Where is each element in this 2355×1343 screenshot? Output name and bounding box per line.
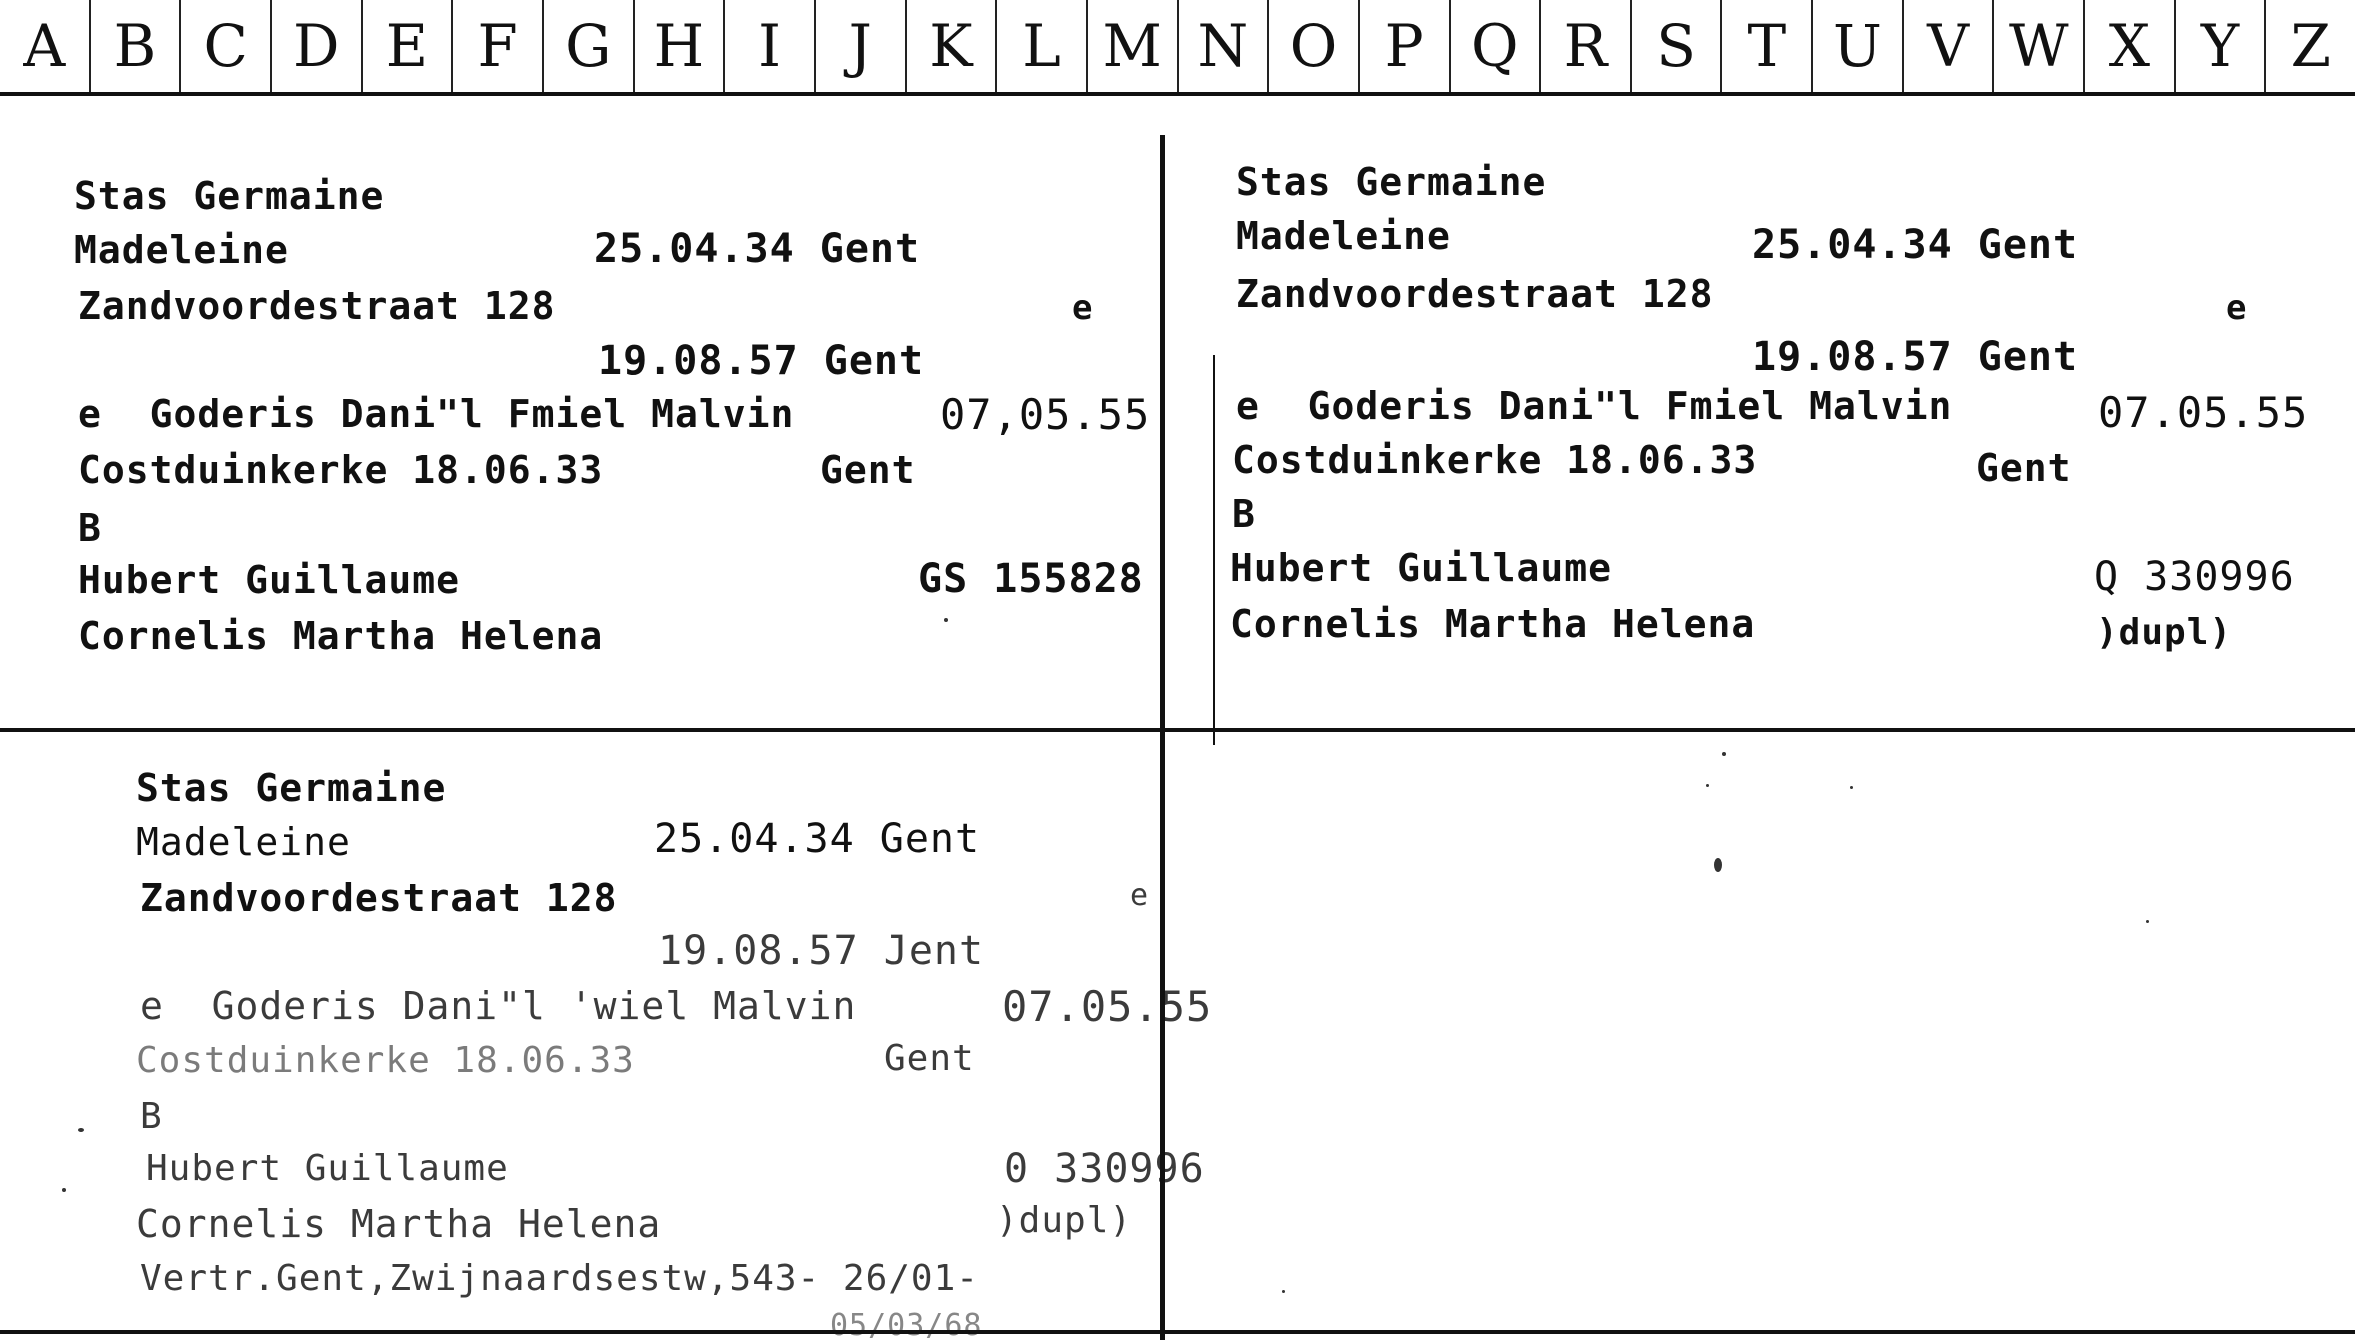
spouse-place: Gent: [1976, 446, 2072, 490]
divider-page-bottom: [0, 1330, 2355, 1334]
spouse-date: 07.05.55: [2098, 388, 2309, 437]
name-line: Stas Germaine: [74, 174, 385, 218]
transfer-note-continued: 05/03/68: [830, 1308, 983, 1343]
mark-e: e: [2226, 288, 2248, 328]
spouse-date: 07.05.55: [1002, 982, 1213, 1031]
father-name: Hubert Guillaume: [146, 1148, 509, 1189]
scan-speck: [1850, 786, 1853, 789]
scan-speck: [62, 1188, 66, 1192]
mark-e: e: [1072, 288, 1094, 328]
spouse-line: e Goderis Dani"l Fmiel Malvin: [78, 392, 795, 436]
birth-date-place: 25.04.34 Gent: [654, 816, 981, 862]
scan-speck: [1282, 1290, 1285, 1293]
date-second: 19.08.57 Gent: [598, 338, 925, 384]
name-line: Stas Germaine: [136, 766, 447, 810]
index-letter-q: Q: [1451, 0, 1542, 92]
index-letter-s: S: [1632, 0, 1723, 92]
index-letter-i: I: [725, 0, 816, 92]
duplicate-mark: )dupl): [996, 1200, 1133, 1241]
date-second: 19.08.57 Jent: [658, 928, 985, 974]
index-letter-n: N: [1179, 0, 1270, 92]
scan-speck: [1722, 752, 1726, 756]
index-letter-k: K: [907, 0, 998, 92]
divider-top-row-bottom: [0, 728, 2355, 732]
index-letter-f: F: [453, 0, 544, 92]
scan-speck: [1706, 784, 1709, 787]
index-letter-z: Z: [2290, 12, 2331, 80]
scan-speck: [2146, 920, 2149, 923]
scan-speck: [78, 1128, 84, 1132]
spouse-birth: Costduinkerke 18.06.33: [136, 1040, 635, 1081]
b-mark: B: [1232, 492, 1256, 536]
reference-number: GS 155828: [918, 556, 1144, 602]
scan-speck: [944, 618, 948, 622]
address: Zandvoordestraat 128: [140, 876, 618, 920]
index-letter-h: H: [635, 0, 726, 92]
mother-name: Cornelis Martha Helena: [78, 614, 604, 658]
transfer-note: Vertr.Gent,Zwijnaardsestw,543- 26/01-: [140, 1258, 979, 1299]
mother-name: Cornelis Martha Helena: [1230, 602, 1756, 646]
mark-e: e: [1130, 878, 1150, 913]
spouse-birth: Costduinkerke 18.06.33: [1232, 438, 1758, 482]
mother-name: Cornelis Martha Helena: [136, 1202, 662, 1246]
address: Zandvoordestraat 128: [1236, 272, 1714, 316]
address: Zandvoordestraat 128: [78, 284, 556, 328]
index-letter-x: X: [2085, 0, 2176, 92]
index-letter-b: B: [91, 0, 182, 92]
index-letter-p: P: [1360, 0, 1451, 92]
firstname: Madeleine: [1236, 214, 1451, 258]
index-letter-r: R: [1541, 0, 1632, 92]
spouse-line: e Goderis Dani"l 'wiel Malvin: [140, 984, 857, 1028]
name-line: Stas Germaine: [1236, 160, 1547, 204]
date-second: 19.08.57 Gent: [1752, 334, 2079, 380]
reference-number: Q 330996: [2094, 554, 2295, 600]
spouse-birth: Costduinkerke 18.06.33: [78, 448, 604, 492]
spouse-place: Gent: [884, 1038, 975, 1079]
index-letter-m: M: [1088, 0, 1179, 92]
father-name: Hubert Guillaume: [78, 558, 461, 602]
index-letter-o: O: [1269, 0, 1360, 92]
scan-speck: [1714, 858, 1722, 872]
index-letter-v: V: [1904, 0, 1995, 92]
index-letter-j: J: [816, 0, 907, 92]
b-mark: B: [78, 506, 102, 550]
index-letter-e: E: [363, 0, 454, 92]
index-letter-c: C: [181, 0, 272, 92]
duplicate-mark: )dupl): [2096, 612, 2233, 653]
index-letter-g: G: [544, 0, 635, 92]
birth-date-place: 25.04.34 Gent: [594, 226, 921, 272]
reference-number: 0 330996: [1004, 1146, 1205, 1192]
index-letter-y: Y: [2176, 0, 2267, 92]
father-name: Hubert Guillaume: [1230, 546, 1613, 590]
alphabet-index-strip: [0, 0, 2355, 96]
firstname: Madeleine: [74, 228, 289, 272]
birth-date-place: 25.04.34 Gent: [1752, 222, 2079, 268]
firstname: Madeleine: [136, 820, 351, 864]
index-letter-d: D: [272, 0, 363, 92]
card-edge-right: [1213, 355, 1215, 745]
b-mark: B: [140, 1096, 163, 1137]
index-letter-a: A: [0, 0, 91, 92]
spouse-date: 07,05.55: [940, 390, 1151, 439]
index-letter-l: L: [997, 0, 1088, 92]
index-letter-t: T: [1722, 0, 1813, 92]
index-letter-w: W: [1994, 0, 2085, 92]
index-letter-u: U: [1813, 0, 1904, 92]
spouse-line: e Goderis Dani"l Fmiel Malvin: [1236, 384, 1953, 428]
spouse-place: Gent: [820, 448, 916, 492]
